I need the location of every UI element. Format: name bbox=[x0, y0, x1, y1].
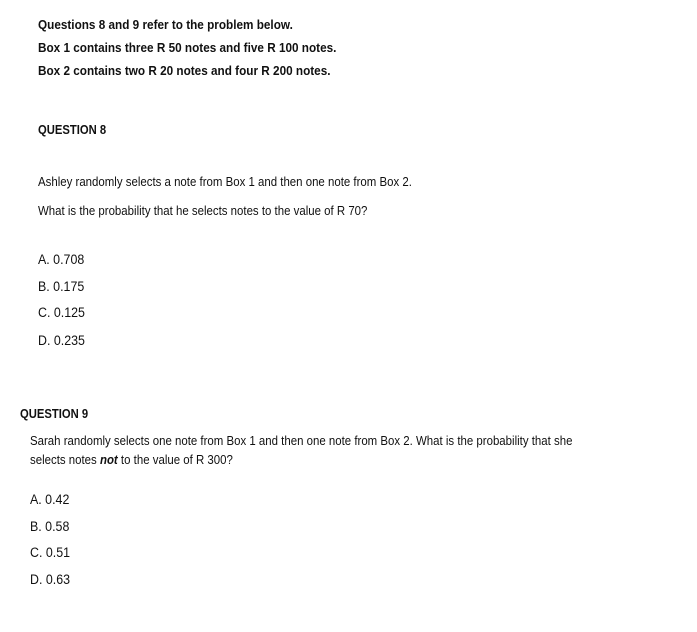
question-8-option-d: D. 0.235 bbox=[38, 333, 85, 348]
question-9-line-2 bbox=[30, 452, 233, 467]
question-8-line-2: What is the probability that he selects notes to the value of R 70? bbox=[38, 203, 368, 218]
question-9-heading: QUESTION 9 bbox=[20, 407, 89, 421]
question-9-option-b: B. 0.58 bbox=[30, 519, 70, 534]
question-8-option-c: C. 0.125 bbox=[38, 305, 85, 320]
intro-line-1: Questions 8 and 9 refer to the problem below. bbox=[38, 18, 293, 32]
question-8-line-1: Ashley randomly selects a note from Box 1 and then one note from Box 2. bbox=[38, 174, 412, 189]
question-9-line-2-before: selects notes bbox=[30, 452, 100, 467]
question-9-option-d: D. 0.63 bbox=[30, 572, 71, 587]
question-8-option-b: B. 0.175 bbox=[38, 279, 85, 294]
question-9-line-2-after: to the value of R 300? bbox=[117, 452, 233, 467]
question-9-option-a: A. 0.42 bbox=[30, 492, 70, 507]
intro-line-2: Box 1 contains three R 50 notes and five R 100 notes. bbox=[38, 41, 337, 55]
emphasis-not: not bbox=[99, 452, 118, 467]
question-8-option-a: A. 0.708 bbox=[38, 252, 85, 267]
intro-block bbox=[38, 14, 336, 83]
question-9-line-1: Sarah randomly selects one note from Box 1 and then one note from Box 2. What is the probability that she bbox=[30, 433, 573, 448]
question-8-heading: QUESTION 8 bbox=[38, 123, 107, 137]
question-9-option-c: C. 0.51 bbox=[30, 545, 71, 560]
intro-line-3: Box 2 contains two R 20 notes and four R 200 notes. bbox=[38, 64, 331, 78]
